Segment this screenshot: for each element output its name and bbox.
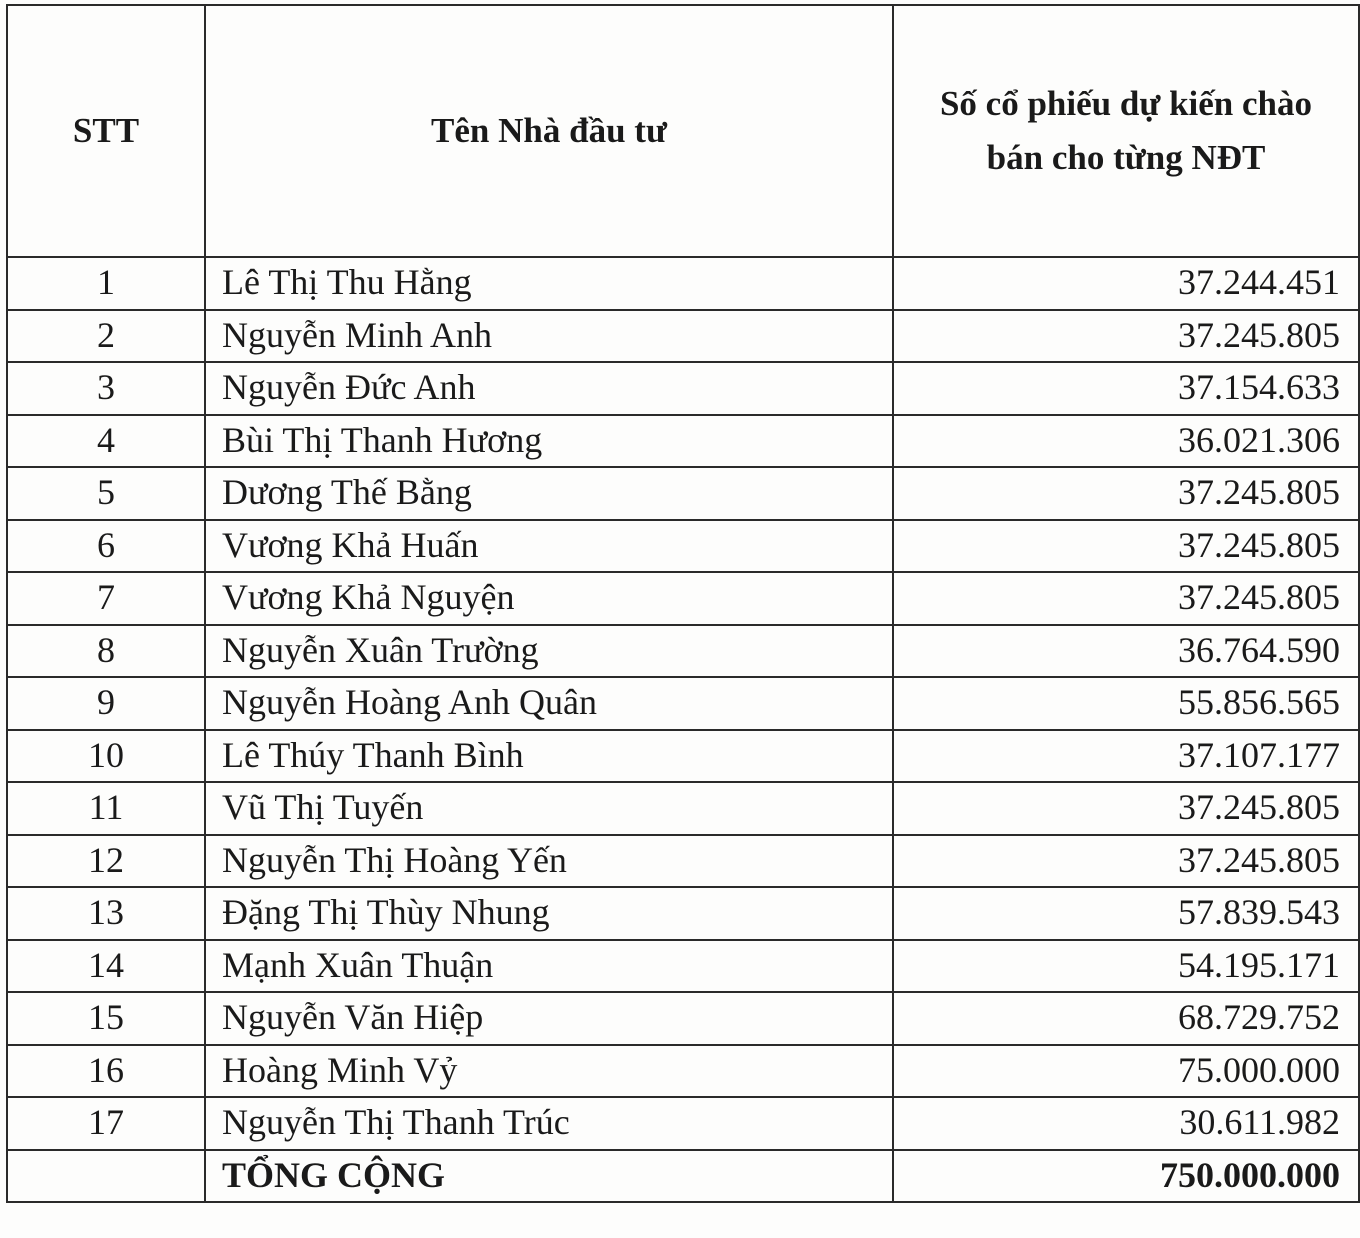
row-stt: 17 xyxy=(7,1097,205,1150)
row-share-count: 54.195.171 xyxy=(893,940,1359,993)
investor-shares-table xyxy=(6,4,1360,1203)
table-row xyxy=(7,467,1359,520)
table-row xyxy=(7,835,1359,888)
row-stt: 10 xyxy=(7,730,205,783)
header-investor-name: Tên Nhà đầu tư xyxy=(205,5,893,257)
row-stt: 3 xyxy=(7,362,205,415)
row-share-count: 37.245.805 xyxy=(893,467,1359,520)
row-investor-name: Nguyễn Văn Hiệp xyxy=(205,992,893,1045)
table-header-row xyxy=(7,5,1359,257)
row-stt: 9 xyxy=(7,677,205,730)
row-stt: 1 xyxy=(7,257,205,310)
row-share-count: 75.000.000 xyxy=(893,1045,1359,1098)
row-share-count: 37.245.805 xyxy=(893,835,1359,888)
row-share-count: 37.244.451 xyxy=(893,257,1359,310)
table-row xyxy=(7,1045,1359,1098)
row-stt: 13 xyxy=(7,887,205,940)
row-stt: 2 xyxy=(7,310,205,363)
row-share-count: 37.245.805 xyxy=(893,310,1359,363)
row-investor-name: Lê Thị Thu Hằng xyxy=(205,257,893,310)
row-investor-name: Vương Khả Huấn xyxy=(205,520,893,573)
total-share-count: 750.000.000 xyxy=(893,1150,1359,1203)
row-investor-name: Mạnh Xuân Thuận xyxy=(205,940,893,993)
row-share-count: 37.245.805 xyxy=(893,520,1359,573)
row-investor-name: Vũ Thị Tuyến xyxy=(205,782,893,835)
row-stt: 8 xyxy=(7,625,205,678)
row-investor-name: Nguyễn Thị Thanh Trúc xyxy=(205,1097,893,1150)
total-stt-cell xyxy=(7,1150,205,1203)
table-row xyxy=(7,415,1359,468)
table-row xyxy=(7,1097,1359,1150)
row-share-count: 30.611.982 xyxy=(893,1097,1359,1150)
row-stt: 11 xyxy=(7,782,205,835)
row-investor-name: Vương Khả Nguyện xyxy=(205,572,893,625)
row-stt: 16 xyxy=(7,1045,205,1098)
row-investor-name: Nguyễn Xuân Trường xyxy=(205,625,893,678)
row-share-count: 57.839.543 xyxy=(893,887,1359,940)
row-share-count: 37.107.177 xyxy=(893,730,1359,783)
table-row xyxy=(7,940,1359,993)
total-row xyxy=(7,1150,1359,1203)
row-investor-name: Dương Thế Bằng xyxy=(205,467,893,520)
total-label: TỔNG CỘNG xyxy=(205,1150,893,1203)
row-investor-name: Đặng Thị Thùy Nhung xyxy=(205,887,893,940)
header-stt: STT xyxy=(7,5,205,257)
row-stt: 14 xyxy=(7,940,205,993)
row-investor-name: Nguyễn Hoàng Anh Quân xyxy=(205,677,893,730)
row-share-count: 68.729.752 xyxy=(893,992,1359,1045)
row-share-count: 55.856.565 xyxy=(893,677,1359,730)
table-row xyxy=(7,992,1359,1045)
table-row xyxy=(7,625,1359,678)
row-stt: 6 xyxy=(7,520,205,573)
table-row xyxy=(7,257,1359,310)
row-stt: 4 xyxy=(7,415,205,468)
row-stt: 15 xyxy=(7,992,205,1045)
row-share-count: 36.021.306 xyxy=(893,415,1359,468)
row-investor-name: Nguyễn Minh Anh xyxy=(205,310,893,363)
table-row xyxy=(7,782,1359,835)
row-share-count: 36.764.590 xyxy=(893,625,1359,678)
header-share-count: Số cổ phiếu dự kiến chào bán cho từng NĐT xyxy=(893,5,1359,257)
table-row xyxy=(7,887,1359,940)
row-stt: 12 xyxy=(7,835,205,888)
row-investor-name: Nguyễn Đức Anh xyxy=(205,362,893,415)
row-investor-name: Lê Thúy Thanh Bình xyxy=(205,730,893,783)
table-row xyxy=(7,520,1359,573)
row-investor-name: Bùi Thị Thanh Hương xyxy=(205,415,893,468)
row-investor-name: Nguyễn Thị Hoàng Yến xyxy=(205,835,893,888)
row-stt: 5 xyxy=(7,467,205,520)
table-row xyxy=(7,572,1359,625)
table-row xyxy=(7,310,1359,363)
table-row xyxy=(7,677,1359,730)
row-stt: 7 xyxy=(7,572,205,625)
row-share-count: 37.154.633 xyxy=(893,362,1359,415)
table-row xyxy=(7,730,1359,783)
row-investor-name: Hoàng Minh Vỷ xyxy=(205,1045,893,1098)
row-share-count: 37.245.805 xyxy=(893,572,1359,625)
table-row xyxy=(7,362,1359,415)
row-share-count: 37.245.805 xyxy=(893,782,1359,835)
